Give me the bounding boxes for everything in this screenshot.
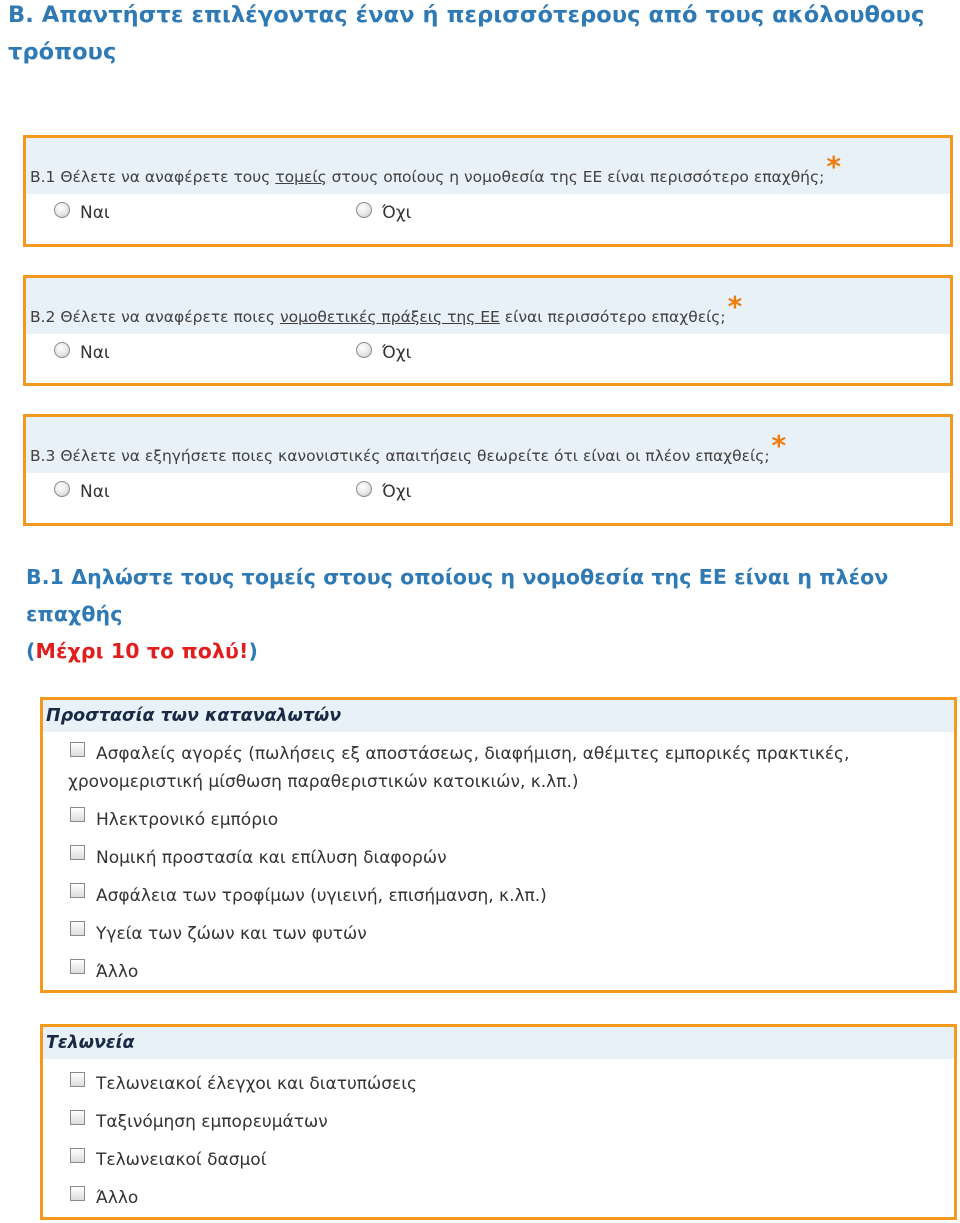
radio-yes-label: Ναι [80, 343, 110, 363]
group-customs-header [43, 1027, 954, 1059]
radio-no-label: Όχι [382, 343, 412, 363]
group-title: Προστασία των καταναλωτών [46, 706, 342, 726]
question-b3-text [30, 429, 787, 468]
paren-open: ( [26, 639, 36, 663]
checkbox-safe-markets[interactable] [70, 742, 85, 757]
required-asterisk: * [771, 429, 787, 462]
radio-no[interactable] [356, 342, 372, 358]
checkbox-animal-plant-health[interactable] [70, 921, 85, 936]
radio-no[interactable] [356, 481, 372, 497]
radio-yes[interactable] [54, 202, 70, 218]
checkbox-safe-markets-label-cont: χρονομεριστική μίσθωση παραθεριστικών κατοικιών, κ.λπ.) [68, 772, 579, 792]
question-b2-link[interactable]: νομοθετικές πράξεις της ΕΕ [279, 308, 500, 326]
checkbox-other-label: Άλλο [96, 1188, 139, 1208]
checkbox-other-label: Άλλο [96, 962, 139, 982]
checkbox-goods-classification[interactable] [70, 1110, 85, 1125]
radio-yes[interactable] [54, 342, 70, 358]
question-b3-prefix: B.3 Θέλετε να εξηγήσετε ποιες κανονιστικές απαιτήσεις θεωρείτε ότι είναι οι πλέον επαχθείς; [30, 447, 770, 465]
question-b2-answers [26, 334, 950, 375]
question-b2 [23, 275, 953, 386]
radio-no[interactable] [356, 202, 372, 218]
question-b2-prefix: B.2 Θέλετε να αναφέρετε ποιες [30, 308, 280, 326]
group-consumer-protection-header [43, 700, 954, 732]
section-b1-title-text: B.1 Δηλώστε τους τομείς στους οποίους η νομοθεσία της ΕΕ είναι η πλέον επαχθής [26, 565, 889, 626]
group-customs [40, 1024, 957, 1220]
question-b3 [23, 414, 953, 526]
group-title: Τελωνεία [46, 1033, 135, 1053]
group-consumer-protection [40, 697, 957, 993]
question-b1 [23, 135, 953, 247]
checkbox-customs-duties-label: Τελωνειακοί δασμοί [96, 1150, 267, 1170]
checkbox-food-safety-label: Ασφάλεια των τροφίμων (υγιεινή, επισήμανση, κ.λπ.) [96, 886, 547, 906]
question-b1-header [26, 138, 950, 194]
question-b3-header [26, 417, 950, 473]
question-b1-answers [26, 194, 950, 235]
radio-no-label: Όχι [382, 482, 412, 502]
checkbox-animal-plant-health-label: Υγεία των ζώων και των φυτών [96, 924, 367, 944]
checkbox-other[interactable] [70, 959, 85, 974]
section-b-title: B. Απαντήστε επιλέγοντας έναν ή περισσότερους από τους ακόλουθους τρόπους [8, 2, 925, 65]
radio-yes-label: Ναι [80, 203, 110, 223]
question-b2-header [26, 278, 950, 334]
checkbox-ecommerce-label: Ηλεκτρονικό εμπόριο [96, 810, 279, 830]
selection-limit-note: Μέχρι 10 το πολύ! [35, 639, 249, 663]
radio-no-label: Όχι [382, 203, 412, 223]
required-asterisk: * [826, 150, 841, 183]
paren-close: ) [248, 639, 258, 663]
question-b2-text [30, 290, 743, 329]
required-asterisk: * [727, 290, 743, 323]
checkbox-goods-classification-label: Ταξινόμηση εμπορευμάτων [96, 1112, 328, 1132]
checkbox-customs-duties[interactable] [70, 1148, 85, 1163]
checkbox-customs-controls-label: Τελωνειακοί έλεγχοι και διατυπώσεις [96, 1074, 417, 1094]
checkbox-food-safety[interactable] [70, 883, 85, 898]
question-b3-answers [26, 473, 950, 514]
checkbox-legal-protection-label: Νομική προστασία και επίλυση διαφορών [96, 848, 447, 868]
section-b1-title [26, 559, 956, 670]
radio-yes[interactable] [54, 481, 70, 497]
question-b1-link[interactable]: τομείς [275, 168, 327, 186]
radio-yes-label: Ναι [80, 482, 110, 502]
checkbox-other[interactable] [70, 1186, 85, 1201]
checkbox-customs-controls[interactable] [70, 1072, 85, 1087]
question-b2-suffix: είναι περισσότερο επαχθείς; [499, 308, 726, 326]
checkbox-legal-protection[interactable] [70, 845, 85, 860]
question-b1-suffix: στους οποίους η νομοθεσία της ΕΕ είναι περισσότερο επαχθής; [326, 168, 825, 186]
question-b1-text [30, 150, 841, 189]
checkbox-ecommerce[interactable] [70, 807, 85, 822]
question-b1-prefix: B.1 Θέλετε να αναφέρετε τους [30, 168, 276, 186]
checkbox-safe-markets-label: Ασφαλείς αγορές (πωλήσεις εξ αποστάσεως, διαφήμιση, αθέμιτες εμπορικές πρακτικές, [96, 744, 850, 764]
